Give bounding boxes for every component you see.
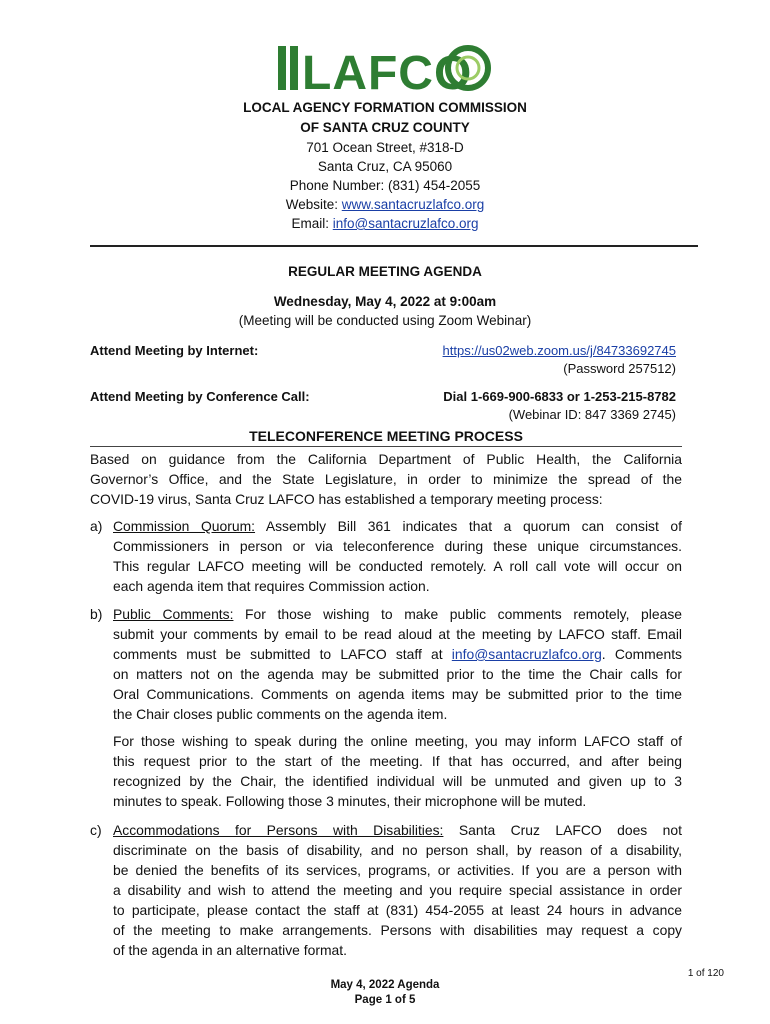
lafco-logo [276, 42, 492, 94]
section-title: TELECONFERENCE MEETING PROCESS [90, 428, 682, 447]
item-c-paragraph: Accommodations for Persons with Disabilities: Santa Cruz LAFCO does not discriminate on the basis of disability, and no person shall, by reason of a disability, be denied the benefits of its services, programs, or activities. If you are a person with a disability and wish to attend the meeting and you require special assistance in order to participate, please contact the staff at (831) 454-2055 at least 24 hours in advance of the meeting to make arrangements. Persons with disabilities may request a copy of the agenda in an alternative format. [113, 822, 682, 958]
webinar-id: (Webinar ID: 847 3369 2745) [508, 407, 676, 422]
attend-internet-label: Attend Meeting by Internet: [90, 343, 259, 358]
intro-line: COVID-19 virus, Santa Cruz LAFCO has established a temporary meeting process: [90, 491, 603, 507]
item-c-heading: Accommodations for Persons with Disabilities: [113, 822, 444, 838]
email-link[interactable]: info@santacruzlafco.org [332, 216, 479, 231]
header-divider [90, 245, 698, 247]
item-b-heading: Public Comments: [113, 606, 234, 622]
attend-call-label: Attend Meeting by Conference Call: [90, 389, 310, 404]
footer-page-number: Page 1 of 5 [354, 994, 416, 1006]
address-line2: Santa Cruz, CA 95060 [317, 159, 453, 174]
footer-agenda-date: May 4, 2022 Agenda [330, 979, 440, 991]
meeting-note: (Meeting will be conducted using Zoom Webinar) [238, 313, 532, 328]
website-line [0, 197, 770, 212]
item-b-paragraph: Public Comments: For those wishing to make public comments remotely, please submit your comments by email to be read aloud at the meeting by LAFCO staff. Email comments must be submitted to LAFCO staff at info@santacruzlafco.org. Comments on matters not on the agenda may be submitted prior to the time the Chair calls for Oral Communications. Comments on agenda items may be submitted prior to the time the Chair closes public comments on the agenda item. [113, 606, 682, 722]
email-label: Email: [291, 216, 333, 231]
zoom-password: (Password 257512) [563, 361, 676, 376]
item-a-paragraph: Commission Quorum: Assembly Bill 361 indicates that a quorum can consist of Commissioners in person or via teleconference during these unique circumstances. This regular LAFCO meeting will be conducted remotely. A roll call vote will occur on each agenda item that requires Commission action. [113, 518, 682, 594]
org-name-line2: OF SANTA CRUZ COUNTY [300, 120, 470, 135]
intro-line: Governor’s Office, and the State Legislature, in order to minimize the spread of the [90, 471, 682, 487]
intro-line: Based on guidance from the California Department of Public Health, the California [90, 451, 682, 467]
address-line1: 701 Ocean Street, #318-D [306, 140, 464, 155]
item-a-heading: Commission Quorum: [113, 518, 256, 534]
phone-number: Phone Number: (831) 454-2055 [289, 178, 481, 193]
page-count: 1 of 120 [687, 968, 724, 979]
intro-paragraph [90, 449, 682, 509]
logo-text: LAFCO [302, 47, 473, 94]
comments-email-link[interactable]: info@santacruzlafco.org [451, 646, 602, 662]
item-a-letter: a) [90, 518, 103, 534]
zoom-link[interactable]: https://us02web.zoom.us/j/84733692745 [442, 343, 676, 358]
dial-numbers: Dial 1-669-900-6833 or 1-253-215-8782 [443, 389, 676, 404]
website-link[interactable]: www.santacruzlafco.org [341, 197, 485, 212]
email-line [0, 216, 770, 231]
website-label: Website: [285, 197, 342, 212]
item-b-paragraph-2: For those wishing to speak during the online meeting, you may inform LAFCO staff of this request prior to the start of the meeting. If that has occurred, and after being recognized by the Chair, the identified individual will be unmuted and given up to 3 minutes to speak. Following those 3 minutes, their microphone will be muted. [113, 733, 682, 809]
meeting-date: Wednesday, May 4, 2022 at 9:00am [273, 294, 497, 309]
org-name-line1: LOCAL AGENCY FORMATION COMMISSION [243, 100, 527, 115]
item-b-letter: b) [90, 606, 103, 622]
agenda-title: REGULAR MEETING AGENDA [288, 264, 482, 279]
item-c-letter: c) [90, 822, 102, 838]
